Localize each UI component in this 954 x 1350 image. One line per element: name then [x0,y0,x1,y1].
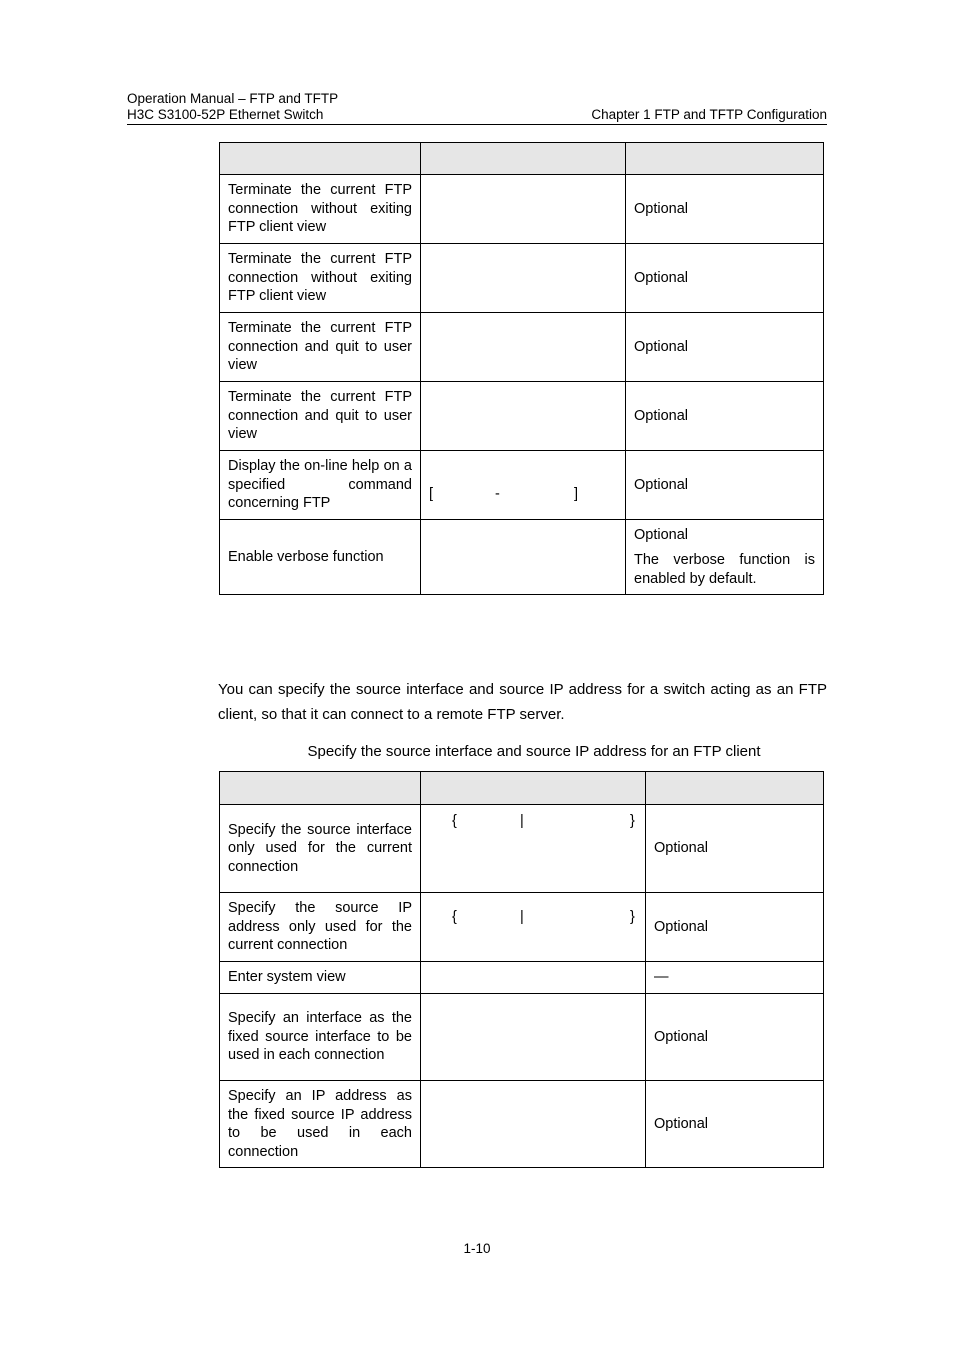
body-paragraph: You can specify the source interface and source IP address for a switch acting as an FTP client, so that it can connect to a remote FTP server. [218,681,827,723]
remarks-cell: Optional [646,1081,824,1168]
pipe-symbol: | [520,909,524,925]
remarks-cell: Optional [646,893,824,962]
operation-cell: Terminate the current FTP connection without exiting FTP client view [220,175,421,244]
ftp-source-table [219,771,824,1168]
command-cell [421,994,646,1081]
command-cell [421,382,626,451]
remarks-cell: Optional [626,244,824,313]
table-row [220,893,824,962]
ftp-operations-table [219,142,824,595]
command-cell [421,962,646,994]
remarks-cell: Optional [626,451,824,520]
header-product: H3C S3100-52P Ethernet Switch [127,107,324,122]
remarks-cell: Optional [626,382,824,451]
table-row [220,994,824,1081]
table-row [220,451,824,520]
table-header-row [220,772,824,805]
operation-cell: Specify the source interface only used for the current connection [220,805,421,893]
operation-cell: Specify an interface as the fixed source interface to be used in each connection [220,994,421,1081]
remarks-cell: Optional [626,313,824,382]
remarks-cell: — [646,962,824,994]
table-row [220,175,824,244]
operation-cell: Terminate the current FTP connection and quit to user view [220,313,421,382]
operation-cell: Specify the source IP address only used for the current connection [220,893,421,962]
remarks-cell [626,520,824,595]
remarks-cell: Optional [646,994,824,1081]
header-chapter: Chapter 1 FTP and TFTP Configuration [591,107,827,122]
remarks-note: The verbose function is enabled by default. [634,552,815,587]
operation-cell: Enable verbose function [220,520,421,595]
brace-open-symbol: { [452,909,457,925]
header-divider [127,124,827,125]
dash-symbol: - [495,486,500,502]
command-cell [421,175,626,244]
header-cell [626,143,824,175]
bracket-open-symbol: [ [429,486,434,502]
operation-cell: Terminate the current FTP connection and quit to user view [220,382,421,451]
header-cell [646,772,824,805]
brace-close-symbol: } [630,813,635,829]
table-header-row [220,143,824,175]
command-cell [421,1081,646,1168]
command-cell [421,244,626,313]
pipe-symbol: | [520,813,524,829]
table-row [220,520,824,595]
operation-cell: Enter system view [220,962,421,994]
operation-cell: Display the on-line help on a specified command concerning FTP [220,451,421,520]
header-cell [421,772,646,805]
remarks-cell: Optional [646,805,824,893]
table-row [220,805,824,893]
bracket-close-symbol: ] [574,486,579,502]
remarks-cell: Optional [626,175,824,244]
header-cell [220,772,421,805]
command-cell [421,893,646,962]
command-cell [421,805,646,893]
command-cell [421,451,626,520]
table-row [220,962,824,994]
table-row [220,1081,824,1168]
operation-cell: Specify an IP address as the fixed source IP address to be used in each connection [220,1081,421,1168]
table-row [220,313,824,382]
header-cell [220,143,421,175]
brace-open-symbol: { [452,813,457,829]
command-cell [421,313,626,382]
table-row [220,244,824,313]
table-row [220,382,824,451]
header-manual-title: Operation Manual – FTP and TFTP [127,91,339,106]
table-caption: Specify the source interface and source IP address for an FTP client [307,743,761,760]
page-number: 1-10 [463,1241,491,1256]
brace-close-symbol: } [630,909,635,925]
command-cell [421,520,626,595]
operation-cell: Terminate the current FTP connection without exiting FTP client view [220,244,421,313]
header-left [127,91,338,123]
header-cell [421,143,626,175]
remarks-text: Optional [634,526,689,543]
